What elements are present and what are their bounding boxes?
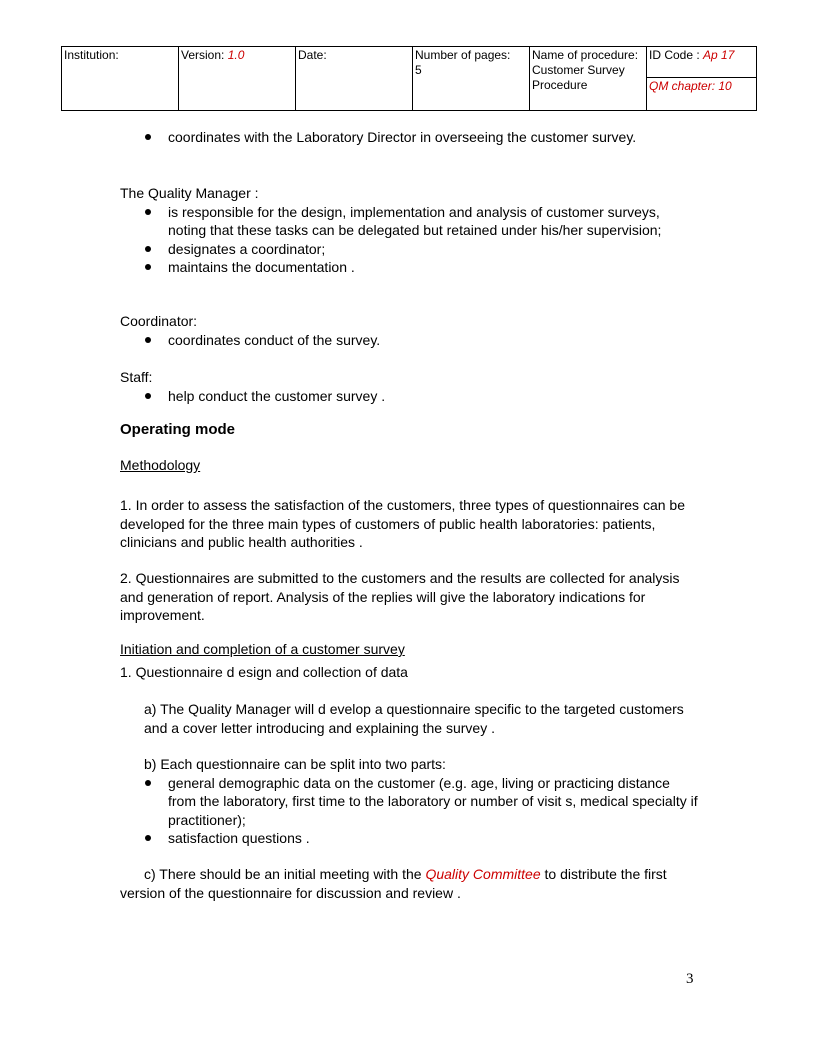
step-1b-intro: b) Each questionnaire can be split into two parts: [144,756,446,772]
methodology-paragraph-2: 2. Questionnaires are submitted to the customers and the results are collected for analysis and generation of report. Analysis of the replies will give the laboratory indications for improvement. [120,570,680,623]
list-item: satisfaction questions . [120,829,700,848]
initiation-heading: Initiation and completion of a customer survey [120,641,405,657]
date-cell [296,47,413,111]
page-number: 3 [686,971,694,987]
version-cell [179,47,296,111]
list-item: coordinates with the Laboratory Director in overseeing the customer survey. [120,128,680,147]
list-item: designates a coordinator; [120,240,680,259]
institution-cell [62,47,179,111]
list-item: is responsible for the design, implementation and analysis of customer surveys, noting that these tasks can be delegated but retained under his/her supervision; [120,203,680,240]
operating-mode-heading: Operating mode [120,421,236,438]
staff-label: Staff: [120,369,153,385]
pages-value: 5 [415,63,422,77]
document-header-table [61,46,757,111]
procedure-value: Customer Survey Procedure [532,63,625,92]
methodology-paragraph-1: 1. In order to assess the satisfaction of the customers, three types of questionnaires can be developed for the three main types of customers of public health laboratories: patients, clinicians and public health authorities . [120,497,685,550]
procedure-label: Name of procedure: [532,48,639,62]
methodology-heading: Methodology [120,457,201,473]
step-1b [120,755,700,848]
quality-manager-section [120,184,680,277]
list-item: help conduct the customer survey . [120,387,700,406]
list-item: maintains the documentation . [120,258,680,277]
step-1c [120,865,692,902]
institution-label: Institution: [64,48,119,62]
staff-section [120,368,700,405]
quality-committee-link-text: Quality Committee [425,866,541,882]
id-chapter-cell [647,47,757,111]
coordinator-label: Coordinator: [120,313,198,329]
step-1c-text-before: c) There should be an initial meeting with the [144,866,426,882]
id-code [647,47,756,78]
responsibilities-continued [120,128,680,147]
list-item: coordinates conduct of the survey. [120,331,700,350]
id-value: Ap 17 [703,48,735,62]
date-label: Date: [298,48,327,62]
chapter-label: QM chapter: 10 [649,79,732,93]
coordinator-section [120,312,700,349]
id-label: ID Code : [649,48,704,62]
pages-label: Number of pages: [415,48,511,62]
step-1a: a) The Quality Manager will d evelop a questionnaire specific to the targeted customers and a cover letter introducing and explaining the survey . [144,701,684,736]
chapter [647,78,756,109]
list-item: general demographic data on the customer (e.g. age, living or practicing distance from the laboratory, first time to the laboratory or number of visit s, medical specialty if practitioner); [120,774,700,830]
procedure-cell [530,47,647,111]
step-1c-text-after: to distribute the first version of the questionnaire for discussion and review . [120,866,667,901]
quality-manager-label: The Quality Manager : [120,185,259,201]
version-label: Version: [181,48,228,62]
step-1-heading: 1. Questionnaire d esign and collection of data [120,664,408,680]
version-value: 1.0 [227,48,245,62]
pages-cell [413,47,530,111]
